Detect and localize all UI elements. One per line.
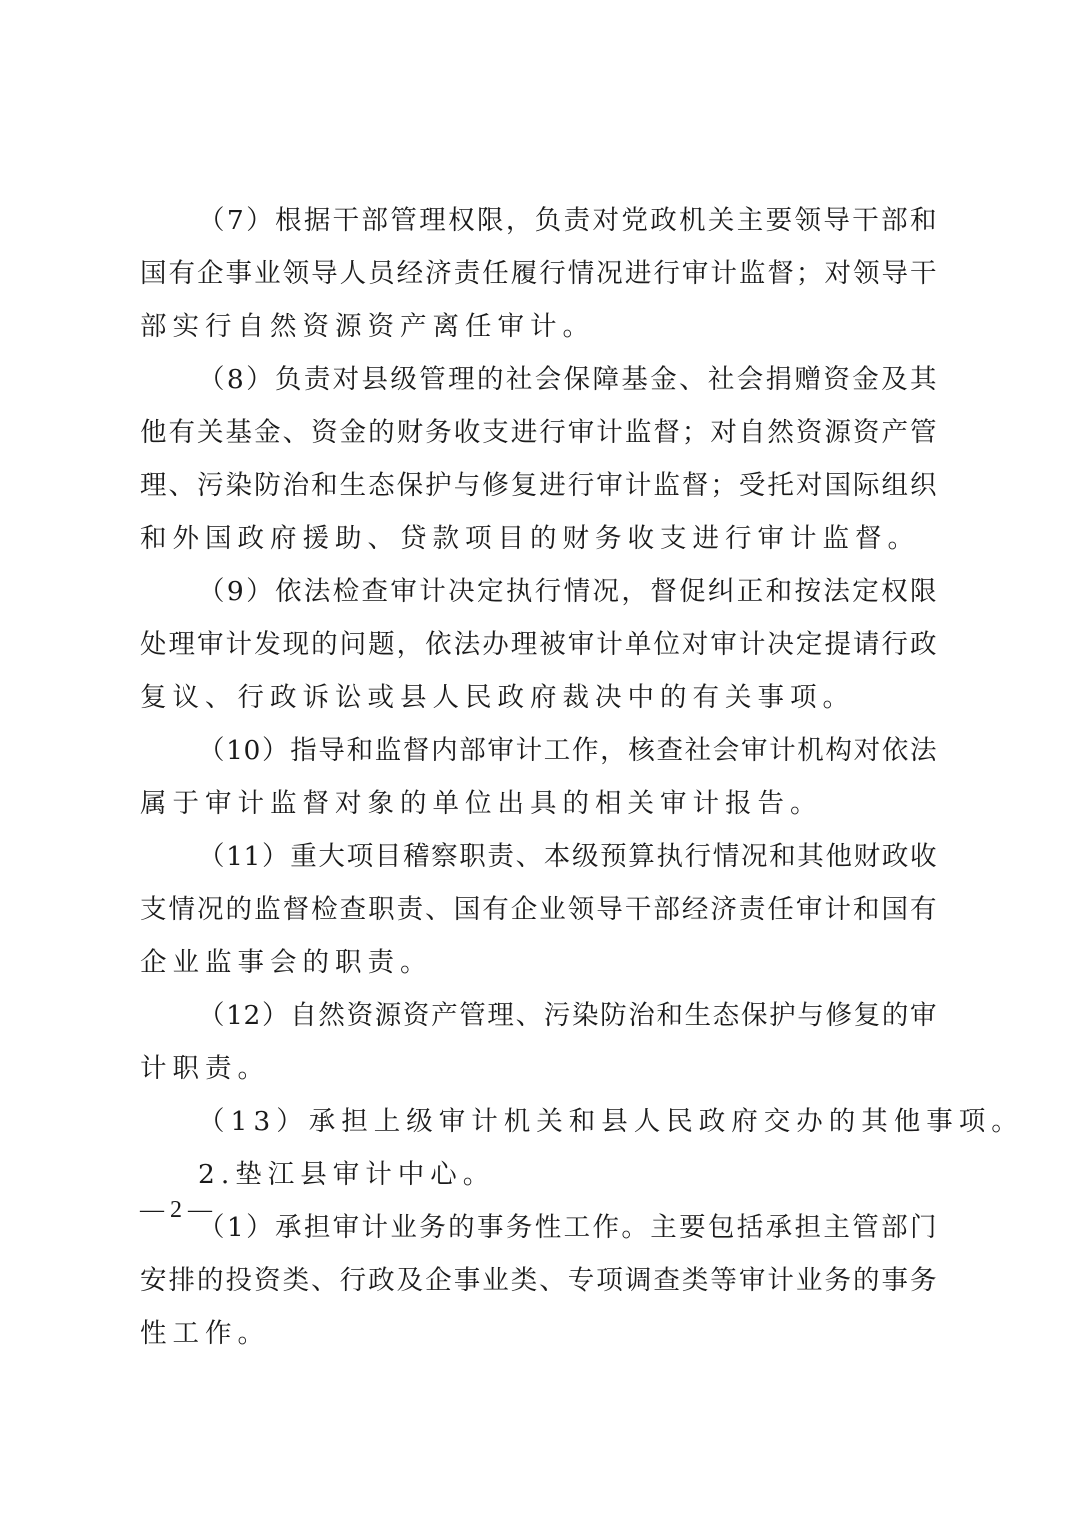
text-line: 2.垫江县审计中心。	[198, 1159, 496, 1190]
text-line: （12）自然资源资产管理、污染防治和生态保护与修复的审	[198, 1000, 937, 1031]
text-line: 部实行自然资源资产离任审计。	[140, 311, 595, 342]
text-line: （9）依法检查审计决定执行情况，督促纠正和按法定权限	[198, 576, 937, 607]
text-line: 计职责。	[140, 1053, 270, 1084]
text-line: （11）重大项目稽察职责、本级预算执行情况和其他财政收	[198, 841, 937, 872]
text-line: 属于审计监督对象的单位出具的相关审计报告。	[140, 788, 823, 819]
text-line: （1）承担审计业务的事务性工作。主要包括承担主管部门	[198, 1212, 937, 1243]
document-body	[140, 194, 1024, 1360]
text-line: 国有企事业领导人员经济责任履行情况进行审计监督；对领导干	[140, 258, 937, 289]
text-line: 他有关基金、资金的财务收支进行审计监督；对自然资源资产管	[140, 417, 937, 448]
text-line: 支情况的监督检查职责、国有企业领导干部经济责任审计和国有	[140, 894, 937, 925]
text-line: 复议、行政诉讼或县人民政府裁决中的有关事项。	[140, 682, 855, 713]
text-line: 和外国政府援助、贷款项目的财务收支进行审计监督。	[140, 523, 920, 554]
text-line: （8）负责对县级管理的社会保障基金、社会捐赠资金及其	[198, 364, 937, 395]
text-line: 性工作。	[140, 1318, 270, 1349]
text-line: 安排的投资类、行政及企事业类、专项调查类等审计业务的事务	[140, 1265, 937, 1296]
text-line: （10）指导和监督内部审计工作，核查社会审计机构对依法	[198, 735, 937, 766]
text-line: （13）承担上级审计机关和县人民政府交办的其他事项。	[198, 1106, 1024, 1137]
text-line: （7）根据干部管理权限，负责对党政机关主要领导干部和	[198, 205, 937, 236]
text-line: 处理审计发现的问题，依法办理被审计单位对审计决定提请行政	[140, 629, 937, 660]
text-line: 理、污染防治和生态保护与修复进行审计监督；受托对国际组织	[140, 470, 937, 501]
page-number: — 2 —	[140, 1197, 212, 1223]
text-line: 企业监事会的职责。	[140, 947, 433, 978]
